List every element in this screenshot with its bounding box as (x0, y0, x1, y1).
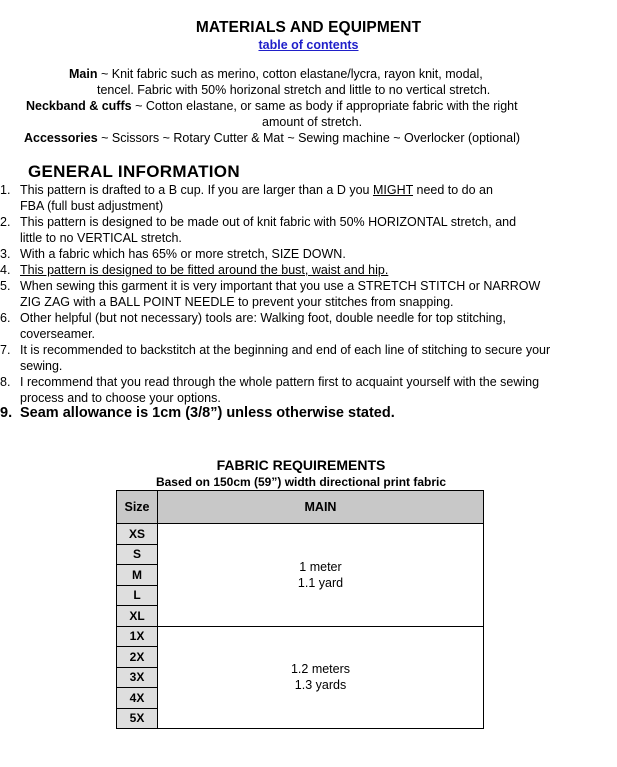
list-text: This pattern is designed to be fitted around the bust, waist and hip. (20, 263, 389, 277)
neckband-text-1: ~ Cotton elastane, or same as body if appropriate fabric with the right (131, 99, 518, 113)
main-cell-group-1 (158, 524, 484, 627)
general-information-heading: GENERAL INFORMATION (28, 162, 240, 181)
list-number: 2. (0, 215, 11, 229)
list-number: 7. (0, 343, 11, 357)
size-cell: XL (117, 606, 158, 627)
list-number: 9. (0, 405, 13, 421)
main-cell-group-2 (158, 626, 484, 729)
list-text: sewing. (20, 359, 63, 373)
accessories-text: ~ Scissors ~ Rotary Cutter & Mat ~ Sewing machine ~ Overlocker (optional) (97, 131, 521, 145)
list-number: 6. (0, 311, 11, 325)
main-text-1: ~ Knit fabric such as merino, cotton elastane/lycra, rayon knit, modal, (97, 67, 483, 81)
size-cell: S (117, 544, 158, 565)
table-row (117, 524, 484, 545)
size-cell: L (117, 585, 158, 606)
table-header-row (117, 491, 484, 524)
list-text: Other helpful (but not necessary) tools are: Walking foot, double needle for top stitching, (20, 311, 506, 325)
list-text: coverseamer. (20, 327, 96, 341)
main-column-header: MAIN (158, 491, 484, 524)
list-text: I recommend that you read through the whole pattern first to acquaint yourself with the sewing (20, 375, 540, 389)
group-1-yards: 1.1 yard (297, 575, 344, 590)
fabric-requirements-title: FABRIC REQUIREMENTS (216, 457, 386, 473)
size-cell: 2X (117, 647, 158, 668)
main-text-2: tencel. Fabric with 50% horizonal stretch and little to no vertical stretch. (97, 83, 491, 97)
size-cell: 3X (117, 667, 158, 688)
list-number: 5. (0, 279, 11, 293)
table-row (117, 626, 484, 647)
group-2-yards: 1.3 yards (294, 678, 347, 693)
main-label: Main (69, 67, 98, 81)
list-text: When sewing this garment it is very important that you use a STRETCH STITCH or NARROW (20, 279, 541, 293)
neckband-label: Neckband & cuffs (26, 99, 132, 113)
list-text: little to no VERTICAL stretch. (20, 231, 182, 245)
group-2-meters: 1.2 meters (290, 662, 351, 677)
materials-accessories-line (24, 130, 520, 146)
size-cell: 5X (117, 708, 158, 729)
table-of-contents-link[interactable]: table of contents (258, 38, 359, 52)
materials-neckband-line (26, 98, 518, 114)
size-cell: M (117, 565, 158, 586)
list-number: 4. (0, 263, 11, 277)
neckband-text-2: amount of stretch. (262, 115, 363, 129)
list-number: 1. (0, 183, 11, 197)
group-1-meters: 1 meter (299, 559, 342, 574)
list-text: Seam allowance is 1cm (3/8”) unless otherwise stated. (20, 405, 395, 421)
page-title: MATERIALS AND EQUIPMENT (195, 19, 422, 36)
size-cell: 1X (117, 626, 158, 647)
list-text: This pattern is drafted to a B cup. If you are larger than a D you MIGHT need to do an (20, 183, 493, 197)
size-cell: 4X (117, 688, 158, 709)
list-number: 8. (0, 375, 11, 389)
list-text: With a fabric which has 65% or more stretch, SIZE DOWN. (20, 247, 346, 261)
fabric-requirements-subtitle: Based on 150cm (59”) width directional print fabric (155, 475, 447, 489)
list-text: process and to choose your options. (20, 391, 221, 405)
list-text: FBA (full bust adjustment) (20, 199, 164, 213)
materials-main-line (69, 66, 483, 82)
fabric-requirements-table (116, 490, 484, 729)
list-text: This pattern is designed to be made out of knit fabric with 50% HORIZONTAL stretch, and (20, 215, 517, 229)
size-cell: XS (117, 524, 158, 545)
size-column-header: Size (117, 491, 158, 524)
accessories-label: Accessories (24, 131, 98, 145)
list-text: ZIG ZAG with a BALL POINT NEEDLE to prevent your stitches from snapping. (20, 295, 454, 309)
list-number: 3. (0, 247, 11, 261)
list-text: It is recommended to backstitch at the beginning and end of each line of stitching to secure your (20, 343, 551, 357)
